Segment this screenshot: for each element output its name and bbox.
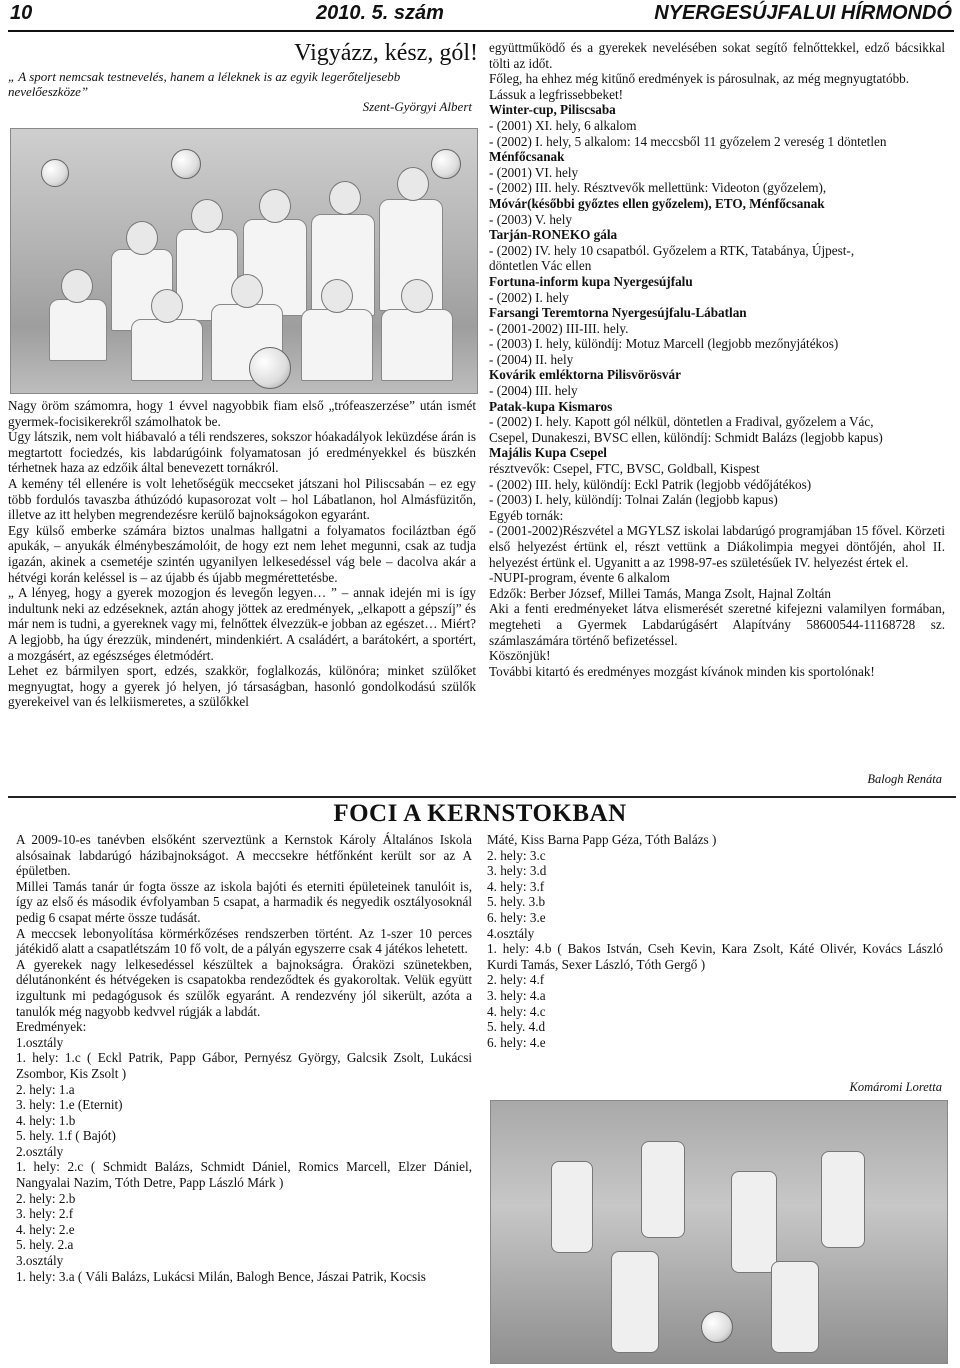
result-line: 4. hely: 3.f: [487, 878, 545, 894]
article1-title: Vigyázz, kész, gól!: [294, 40, 478, 66]
result-line: 2. hely: 3.c: [487, 847, 546, 863]
result-line: 5. hely. 3.b: [487, 894, 546, 910]
result-line: 5. hely. 2.a: [16, 1237, 74, 1253]
result-line: - (2001) VI. hely: [489, 164, 579, 180]
result-line: 4. hely: 2.e: [16, 1221, 75, 1237]
result-line: 4. hely: 1.b: [16, 1112, 76, 1128]
result-line: - (2002) III. hely. Résztvevők mellettünk: Videoton (győzelem),: [489, 180, 827, 196]
result-line: 3. hely: 4.a: [487, 987, 546, 1003]
article1-quote: „ A sport nemcsak testnevelés, hanem a léleknek is az egyik legerőteljesebb nevelőeszköze”: [8, 69, 401, 99]
result-line: 3. hely: 1.e (Eternit): [16, 1097, 123, 1113]
result-line: 6. hely: 4.e: [487, 1034, 546, 1050]
result-line: - (2002) I. hely. Kapott gól nélkül, döntetlen a Fradival, győzelem a Vác,: [489, 414, 874, 430]
result-line: 4.osztály: [487, 925, 535, 941]
result-line: 5. hely. 4.d: [487, 1019, 546, 1035]
article1-author: Balogh Renáta: [867, 772, 942, 786]
result-line: - (2004) II. hely: [489, 351, 574, 367]
result-line: - (2001) XI. hely, 6 alkalom: [489, 117, 637, 133]
result-line: Csepel, Dunakeszi, BVSC ellen, különdíj: Schmidt Balázs (legjobb kapus): [489, 429, 883, 445]
result-line: 2. hely: 1.a: [16, 1081, 75, 1097]
result-line: 1. hely: 1.c ( Eckl Patrik, Papp Gábor, Pernyész György, Galcsik Zsolt, Lukácsi Zsombor, Kis Zsolt ): [16, 1050, 472, 1081]
result-line: - (2003) V. hely: [489, 211, 573, 227]
result-line: 5. hely. 1.f ( Bajót): [16, 1128, 116, 1144]
tournament-name: Ménfőcsanak: [489, 149, 565, 165]
article1-left-column: [8, 398, 476, 710]
tournament-name: Móvár(későbbi győztes ellen győzelem), ETO, Ménfőcsanak: [489, 195, 825, 211]
paragraph: „ A lényeg, hogy a gyerek mozogjon és levegőn legyen… ” – annak idején mi is így indultunk neki az edzéseknek, aztán ahogy jöttek az eredmények, „elkapott a gépszíj” és már nem is tudni, a gyereknek vagy mi, felnőttek élvezzük-e jobban az egészet… Miért? A legjobb, ha úgy érezzük, mindenért, mindenkiért. A családért, a barátokért, a sportért, a mozgásért, az egészséges életmódért.: [8, 585, 476, 663]
page-number: 10: [10, 2, 33, 24]
paragraph: A 2009-10-es tanévben elsőként szerveztünk a Kernstok Károly Általános Iskola alsósainak labdarúgó házibajnokságot. A meccsekre hétfőnként került sor az A épületben.: [16, 832, 472, 879]
paragraph: Nagy öröm számomra, hogy 1 évvel nagyobbik fiam első „trófeaszerzése” után ismét gyermek-focisikerekről számolhatok be.: [8, 398, 476, 429]
class-results-right: [487, 832, 943, 1050]
result-line: 3.osztály: [16, 1253, 64, 1269]
paragraph: - (2001-2002)Részvétel a MGYLSZ iskolai labdarúgó programjában 15 fővel. Körzeti első helyezést értünk el, részt vettünk a Diákolimpia megyei döntőjén, ahol II. helyezést értünk el. Ugyanitt a az 1998-97-es születésűek IV. helyezést értek el.: [489, 523, 945, 570]
paragraph: Köszönjük!: [489, 648, 551, 664]
tournament-name: Tarján-RONEKO gála: [489, 227, 618, 243]
result-line: - (2002) I. hely: [489, 289, 569, 305]
result-line: Eredmények:: [16, 1019, 87, 1035]
result-line: - (2001-2002) III-III. hely.: [489, 320, 629, 336]
result-line: 3. hely: 3.d: [487, 863, 547, 879]
team-photo: [10, 128, 478, 394]
result-line: 3. hely: 2.f: [16, 1206, 74, 1222]
result-line: 4. hely: 4.c: [487, 1003, 546, 1019]
result-line: résztvevők: Csepel, FTC, BVSC, Goldball, Kispest: [489, 461, 760, 477]
result-line: 1. hely: 3.a ( Váli Balázs, Lukácsi Milán, Balogh Bence, Jászai Patrik, Kocsis: [16, 1268, 426, 1284]
result-line: - (2003) I. hely, különdíj: Tolnai Zalán (legjobb kapus): [489, 492, 778, 508]
article2-right-column: [487, 832, 943, 1050]
header-rule: [8, 30, 954, 32]
result-line: Egyéb tornák:: [489, 507, 564, 523]
tournament-name: Kovárik emléktorna Pilisvörösvár: [489, 367, 681, 383]
article1-header: [8, 40, 478, 114]
paragraph: Egy külső emberke számára biztos unalmas hallgatni a folyamatos fociláztban égő apukák, – anyukák élménybeszámolóit, de hogy ezt nem lehet megunni, csak az tudja igazán, akinek a csemetéje szintén ugyanilyen lelkesedéssel vág bele – dacolva akár a hétvégi korán keléssel is – az újabb és újabb megmérettetésbe.: [8, 522, 476, 585]
tournament-name: Patak-kupa Kismaros: [489, 398, 613, 414]
result-line: 2. hely: 2.b: [16, 1190, 76, 1206]
article1-right-column: [489, 40, 945, 679]
paragraph: A meccsek lebonyolítása körmérkőzéses rendszerben történt. Az 1-szer 10 perces játékidő alatt a csapatlétszám 10 fő volt, de a pályán egyszerre csak 4 játékos lehetett.: [16, 925, 472, 957]
result-line: 2.osztály: [16, 1143, 64, 1159]
paragraph: A kemény tél ellenére is volt lehetőségük meccseket játszani hol Piliscsabán – ez egy több fordulós tavaszba áthúzódó kupasorozat volt – hol Lábatlanon, hol Almásfüzitőn, illetve az itt helyben megrendezésre kerülő bajnokságokon egyaránt.: [8, 475, 476, 523]
paragraph: együttműködő és a gyerekek nevelésében sokat segítő felnőttekkel, edző bácsikkal tölti az időt.: [489, 40, 945, 71]
paragraph: További kitartó és eredményes mozgást kívánok minden kis sportolónak!: [489, 663, 875, 679]
paragraph: Edzők: Berber József, Millei Tamás, Manga Zsolt, Hajnal Zoltán: [489, 585, 831, 601]
result-line: 6. hely: 3.e: [487, 909, 546, 925]
result-line: - (2002) I. hely, 5 alkalom: 14 meccsből 11 győzelem 2 vereség 1 döntetlen: [489, 133, 887, 149]
tournament-name: Farsangi Teremtorna Nyergesújfalu-Lábatlan: [489, 305, 747, 321]
paragraph: Főleg, ha ehhez még kitűnő eredmények is párosulnak, az még megnyugtatóbb.: [489, 71, 910, 87]
issue-number: 2010. 5. szám: [316, 2, 444, 24]
paragraph: Úgy látszik, nem volt hiábavaló a téli rendszeres, sokszor hóakadályok leküzdése árán is megtartott fociedzés, kis labdarúgóink folyamatosan jó eredményekkel és büszkén térhetnek haza az edzőik által benevezett tornákról.: [8, 429, 476, 476]
tournament-name: Majális Kupa Csepel: [489, 445, 607, 461]
result-line: döntetlen Vác ellen: [489, 258, 592, 274]
section-divider: [8, 796, 956, 798]
paragraph: Lehet ez bármilyen sport, edzés, szakkör, foglalkozás, különóra; minket szülőket megnyugtat, hogy a gyerek jó helyen, jó társaságban, hasonló gondolkodású szülők gyerekeivel van és lelkiismeretes, a szülőkkel: [8, 663, 476, 710]
article2-author: Komáromi Loretta: [849, 1080, 942, 1094]
results-list: [489, 102, 945, 523]
tournament-name: Fortuna-inform kupa Nyergesújfalu: [489, 273, 693, 289]
result-line: 2. hely: 4.f: [487, 972, 545, 988]
newspaper-name: NYERGESÚJFALUI HÍRMONDÓ: [654, 2, 952, 24]
quote-author: Szent-Györgyi Albert: [362, 99, 472, 114]
article2-title: FOCI A KERNSTOKBAN: [333, 800, 627, 827]
class-results-left: [16, 1019, 472, 1284]
result-line: - (2002) IV. hely 10 csapatból. Győzelem a RTK, Tatabánya, Újpest-,: [489, 242, 855, 258]
result-line: 1. hely: 4.b ( Bakos István, Cseh Kevin, Kara Zsolt, Káté Olivér, Kovács László Kurdi Tamás, Sexer László, Tóth Gergő ): [487, 941, 943, 972]
paragraph: A gyerekek nagy lelkesedéssel készültek a bajnokságra. Óraközi szünetekben, délutánonként és hétvégeken is csapatokba rendeződtek és gyakoroltak. Velük együtt izgultunk mi pedagógusok és szülők egyaránt. A rendezvény jól sikerült, azóta a tanulók még nagyobb kedvvel rúgják a labdát.: [16, 956, 472, 1019]
paragraph: -NUPI-program, évente 6 alkalom: [489, 570, 670, 586]
result-line: - (2003) I. hely, különdíj: Motuz Marcell (legjobb mezőnyjátékos): [489, 336, 839, 352]
result-line: 1. hely: 2.c ( Schmidt Balázs, Schmidt Dániel, Romics Marcell, Elzer Dániel, Nangyalai Nazim, Tóth Detre, Papp László Márk ): [16, 1159, 472, 1191]
paragraph: Aki a fenti eredményeket látva elismerését szeretné kifejezni valamilyen formában, megteheti a Gyermek Labdarúgásért Alapítvány 58600544-11168728 sz. számlaszámára történő befizetéssel.: [489, 601, 945, 648]
article2-left-column: [16, 832, 472, 1284]
result-line: - (2002) III. hely, különdíj: Eckl Patrik (legjobb védőjátékos): [489, 476, 812, 492]
paragraph: Millei Tamás tanár úr fogta össze az iskola bajóti és eterniti épületeinek tanulóit is, így az első és második évfolyamban 5 csapat, a harmadik és negyedik osztályosoknál pedig 6 csapat mérte össze tudását.: [16, 878, 472, 925]
result-line: - (2004) III. hely: [489, 383, 578, 399]
paragraph: Lássuk a legfrissebbeket!: [489, 86, 624, 102]
result-line: Máté, Kiss Barna Papp Géza, Tóth Balázs ): [487, 832, 717, 847]
match-photo: [490, 1100, 948, 1364]
page-header: [0, 0, 960, 30]
result-line: 1.osztály: [16, 1034, 64, 1050]
tournament-name: Winter-cup, Piliscsaba: [489, 102, 616, 118]
